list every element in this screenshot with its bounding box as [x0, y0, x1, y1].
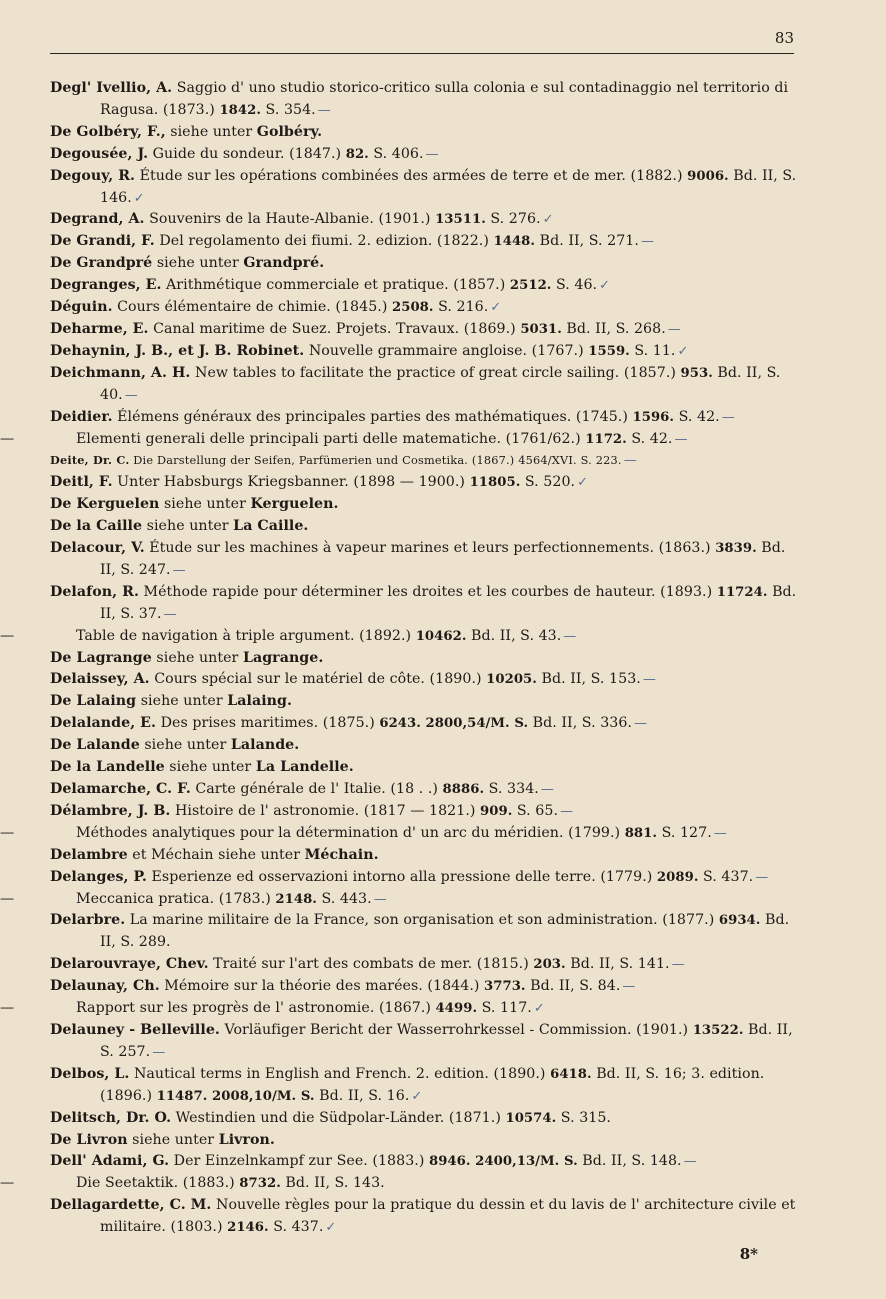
index-entry — [50, 319, 800, 341]
entry-author: Degranges, E. — [50, 277, 162, 294]
index-entry — [50, 1020, 800, 1064]
pencil-mark-icon: — — [671, 957, 685, 973]
pencil-mark-icon: — — [667, 321, 681, 337]
index-entry — [50, 516, 800, 538]
pencil-mark-icon: ✓ — [133, 190, 145, 206]
pencil-mark-icon: — — [425, 146, 439, 162]
entry-number: 1559. — [588, 343, 630, 359]
index-entry — [50, 845, 800, 867]
entry-number: 6418. — [550, 1066, 592, 1082]
index-entry — [50, 407, 800, 429]
entry-crossref: Lalaing. — [227, 693, 292, 710]
entry-title: Esperienze ed osservazioni intorno alla pressione delle terre. (1779.) — [146, 868, 657, 885]
pencil-mark-icon: — — [674, 431, 688, 447]
entry-author: Delambre — [50, 846, 128, 863]
signature-mark: 8* — [739, 1245, 758, 1263]
entry-title: Nouvelle règles pour la pratique du dessin et du lavis de l' architecture civile et militaire. (1803.) — [100, 1197, 796, 1236]
entry-number: 953. — [680, 365, 713, 381]
ditto-dash: — — [0, 890, 15, 907]
index-entry — [50, 363, 800, 407]
entry-location: S. 65. — [512, 802, 559, 819]
index-entry — [50, 253, 800, 275]
entry-number: 2148. — [275, 891, 317, 907]
index-entry — [0, 1173, 800, 1195]
entry-author: De Lalande — [50, 737, 140, 754]
index-entry — [0, 823, 800, 845]
entry-author: Delarbre. — [50, 912, 126, 929]
entry-author: Delauney - Belleville. — [50, 1021, 220, 1038]
entry-number: 11805. — [469, 475, 521, 491]
entry-number: 1448. — [493, 234, 536, 250]
entry-location: Bd. II, S. 268. — [561, 320, 666, 337]
entry-author: Delalande, E. — [50, 715, 157, 732]
entry-crossref: Kerguelen. — [250, 496, 339, 513]
entry-title: siehe unter — [165, 123, 257, 140]
index-entries — [0, 78, 800, 1239]
entry-title: Souvenirs de la Haute-Albanie. (1901.) — [144, 211, 436, 228]
pencil-mark-icon: ✓ — [677, 343, 689, 359]
entry-author: De Grandpré — [50, 255, 153, 272]
index-entry — [50, 78, 800, 122]
entry-author: Degrand, A. — [50, 211, 145, 228]
entry-crossref: Golbéry. — [256, 123, 323, 140]
index-entry — [50, 1108, 800, 1130]
entry-location: Bd. II, S. 37. — [100, 583, 797, 622]
index-entry — [50, 538, 800, 582]
pencil-mark-icon: — — [640, 234, 654, 250]
entry-title: siehe unter — [127, 1131, 219, 1148]
pencil-mark-icon: ✓ — [533, 1001, 545, 1017]
entry-title: Der Einzelnkampf zur See. (1883.) — [169, 1153, 429, 1170]
entry-crossref: Lagrange. — [242, 649, 324, 666]
entry-location: Bd. II, S. 43. — [466, 627, 562, 644]
entry-location: Bd. II, S. 16; 3. edition. (1896.) — [100, 1065, 765, 1104]
entry-title: Table de navigation à triple argument. (1892.) — [76, 627, 416, 644]
index-entry — [50, 297, 800, 319]
entry-author: Delamarche, C. F. — [50, 781, 191, 797]
index-entry — [50, 472, 800, 494]
entry-location: Bd. II, S. 148. — [577, 1153, 682, 1170]
entry-author: Deitl, F. — [50, 474, 113, 491]
entry-title: Cours spécial sur le matériel de côte. (1890.) — [149, 671, 487, 688]
entry-title: Cours élémentaire de chimie. (1845.) — [112, 299, 392, 316]
pencil-mark-icon: — — [713, 825, 727, 841]
pencil-mark-icon: — — [172, 562, 186, 578]
index-entry — [50, 648, 800, 670]
entry-number-2: 11487. 2008,10/M. S. — [156, 1088, 315, 1104]
entry-location: S. 315. — [556, 1109, 611, 1126]
entry-number: 8732. — [239, 1176, 281, 1192]
entry-title: et Méchain siehe unter — [127, 846, 305, 863]
index-entry — [50, 669, 800, 691]
entry-location: S. 354. — [261, 101, 316, 118]
index-entry — [50, 275, 800, 297]
entry-title: siehe unter — [159, 496, 251, 513]
entry-number: 2146. — [227, 1220, 269, 1236]
entry-number: 9006. — [687, 168, 729, 184]
index-entry — [0, 998, 800, 1020]
entry-author: Degouy, R. — [50, 167, 136, 184]
entry-crossref: Livron. — [218, 1131, 275, 1148]
entry-title: Méthodes analytiques pour la détermination d' un arc du méridien. (1799.) — [76, 824, 625, 841]
entry-location: Bd. II, S. 40. — [100, 364, 781, 403]
entry-number: 3839. — [715, 541, 757, 557]
entry-title: New tables to facilitate the practice of great circle sailing. (1857.) — [190, 364, 681, 381]
entry-title: Elementi generali delle principali parti delle matematiche. (1761/62.) — [76, 430, 586, 447]
index-entry — [0, 429, 800, 451]
entry-number: 10205. — [486, 672, 537, 688]
entry-location: S. 117. — [477, 1000, 532, 1017]
ditto-dash: — — [0, 1175, 15, 1192]
entry-location: Bd. II, S. 257. — [100, 1021, 793, 1060]
entry-number: 203. — [533, 957, 566, 973]
entry-number: 3773. — [484, 979, 526, 995]
entry-title: Méthode rapide pour déterminer les droites et les courbes de hauteur. (1893.) — [138, 583, 717, 600]
entry-title: Étude sur les machines à vapeur marines et leurs perfectionnements. (1863.) — [144, 540, 716, 557]
pencil-mark-icon: — — [560, 803, 574, 819]
entry-title: Élémens généraux des principales parties des mathématiques. (1745.) — [112, 408, 633, 425]
entry-number: 1842. — [219, 102, 261, 118]
entry-author: Delanges, P. — [50, 868, 147, 885]
entry-location: S. 46. — [551, 277, 598, 294]
entry-number: 8886. — [442, 782, 485, 797]
index-entry — [50, 1130, 800, 1152]
entry-location: S. 42. — [626, 430, 673, 447]
pencil-mark-icon: — — [642, 672, 656, 688]
entry-number: 881. — [624, 825, 658, 841]
index-entry — [50, 910, 800, 954]
entry-crossref: Grandpré. — [243, 255, 325, 272]
entry-title: Unter Habsburgs Kriegsbanner. (1898 — 1900.) — [112, 474, 470, 491]
index-entry — [50, 1151, 800, 1173]
pencil-mark-icon: ✓ — [325, 1220, 337, 1236]
entry-crossref: La Caille. — [233, 518, 309, 535]
entry-number: 10462. — [415, 628, 467, 644]
entry-title: Vorläufiger Bericht der Wasserrohrkessel - Commission. (1901.) — [219, 1021, 693, 1038]
entry-author: De Grandi, F. — [50, 233, 155, 250]
entry-title: Arithmétique commerciale et pratique. (1857.) — [161, 277, 510, 294]
pencil-mark-icon: — — [622, 979, 636, 995]
entry-author: Delbos, L. — [50, 1065, 130, 1082]
entry-location: S. 127. — [657, 824, 712, 841]
ditto-dash: — — [0, 824, 15, 841]
index-entry — [50, 450, 800, 472]
index-entry — [50, 341, 800, 363]
index-entry — [50, 779, 800, 801]
entry-number: 82. — [345, 146, 369, 162]
entry-location: Bd. II, S. 141. — [565, 956, 670, 973]
entry-number: 13522. — [692, 1022, 744, 1038]
entry-location: Bd. II, S. 336. — [528, 715, 632, 732]
entry-location: Bd. II, S. 247. — [100, 540, 786, 578]
index-entry — [50, 166, 800, 210]
entry-author: Deharme, E. — [50, 320, 149, 337]
entry-title: Étude sur les opérations combinées des armées de terre et de mer. (1882.) — [135, 167, 688, 184]
entry-title: siehe unter — [151, 649, 243, 666]
entry-title: Saggio d' uno studio storico-critico sulla colonia e sul contadinaggio nel territorio di Ragusa. (1873.) — [100, 80, 789, 118]
entry-title: Carte générale de l' Italie. (18 . .) — [190, 781, 443, 797]
index-entry — [50, 976, 800, 998]
entry-crossref: La Landelle. — [255, 759, 354, 776]
entry-author: De la Caille — [50, 518, 143, 535]
entry-author: Déguin. — [50, 299, 113, 316]
pencil-mark-icon: — — [317, 102, 331, 118]
entry-author: De la Landelle — [50, 759, 165, 776]
pencil-mark-icon: — — [373, 891, 387, 907]
entry-author: Delaissey, A. — [50, 671, 150, 688]
entry-author: Délambre, J. B. — [50, 802, 171, 819]
entry-location: S. 437. — [698, 868, 754, 885]
index-entry — [50, 757, 800, 779]
entry-number: 2508. — [392, 300, 434, 316]
entry-title: siehe unter — [142, 518, 234, 535]
entry-location: Bd. II, S. 271. — [535, 233, 639, 250]
entry-title: Mémoire sur la théorie des marées. (1844.) — [159, 978, 485, 995]
entry-title: Nouvelle grammaire angloise. (1767.) — [304, 342, 589, 359]
pencil-mark-icon: ✓ — [577, 475, 589, 491]
entry-title: Histoire de l' astronomie. (1817 — 1821.) — [170, 802, 481, 819]
entry-number: 10574. — [505, 1110, 557, 1126]
entry-author: Deichmann, A. H. — [50, 364, 191, 381]
entry-location: S. 216. — [433, 299, 489, 316]
entry-title: La marine militaire de la France, son organisation et son administration. (1877.) — [125, 912, 719, 929]
page-number: 83 — [774, 29, 794, 47]
index-entry — [50, 144, 800, 166]
entry-location: Bd. II, S. 84. — [525, 978, 621, 995]
entry-number: 1596. — [632, 409, 675, 425]
index-entry — [50, 713, 800, 735]
entry-title: siehe unter — [136, 693, 228, 710]
entry-author: Delaunay, Ch. — [50, 978, 160, 995]
entry-author: Delarouvraye, Chev. — [50, 956, 209, 973]
pencil-mark-icon: — — [124, 387, 138, 403]
entry-number: 4499. — [435, 1001, 478, 1017]
index-entry — [50, 1195, 800, 1239]
entry-author: De Livron — [50, 1131, 128, 1148]
entry-location: S. 42. — [674, 408, 720, 425]
entry-number: 11724. — [716, 584, 768, 600]
entry-number: 5031. — [520, 321, 562, 337]
index-entry — [50, 209, 800, 231]
entry-title: siehe unter — [152, 255, 244, 272]
entry-number: 909. — [480, 803, 513, 819]
entry-location: S. 520. — [520, 474, 576, 491]
entry-author: De Kerguelen — [50, 496, 160, 513]
entry-title: Traité sur l'art des combats de mer. (1815.) — [208, 956, 534, 973]
pencil-mark-icon: — — [163, 606, 177, 622]
entry-title: Meccanica pratica. (1783.) — [76, 890, 276, 907]
entry-title: Westindien und die Südpolar-Länder. (1871.) — [171, 1109, 506, 1126]
entry-number: 1172. — [585, 431, 627, 447]
entry-location: S. 276. — [485, 211, 541, 228]
entry-location: S. 11. — [629, 342, 676, 359]
entry-author: De Lalaing — [50, 693, 137, 710]
entry-author: Delacour, V. — [50, 540, 145, 557]
entry-author: Delafon, R. — [50, 583, 139, 600]
ditto-dash: — — [0, 1000, 15, 1017]
entry-title: Nautical terms in English and French. 2. edition. (1890.) — [129, 1065, 551, 1082]
entry-author: Degousée, J. — [50, 145, 149, 162]
entry-author: Deidier. — [50, 408, 113, 425]
index-entry — [50, 954, 800, 976]
entry-number: 4564/XVI. — [518, 454, 577, 468]
entry-number: 2089. — [656, 869, 699, 885]
index-entry — [50, 735, 800, 757]
pencil-mark-icon: — — [755, 869, 769, 885]
index-entry — [50, 867, 800, 889]
index-entry — [50, 1064, 800, 1108]
pencil-mark-icon: — — [683, 1154, 697, 1170]
entry-location: Bd. II, S. 153. — [536, 671, 641, 688]
entry-author: De Golbéry, F., — [50, 123, 166, 140]
entry-author: De Lagrange — [50, 649, 152, 666]
entry-location: S. 334. — [484, 781, 539, 797]
entry-number: 13511. — [435, 212, 486, 228]
entry-title: Guide du sondeur. (1847.) — [148, 145, 346, 162]
entry-author: Dell' Adami, G. — [50, 1153, 170, 1170]
entry-crossref: Méchain. — [304, 846, 379, 863]
pencil-mark-icon: — — [721, 409, 735, 425]
entry-title: Rapport sur les progrès de l' astronomie. (1867.) — [76, 1000, 436, 1017]
entry-title: Canal maritime de Suez. Projets. Travaux. (1869.) — [148, 320, 521, 337]
pencil-mark-icon: — — [563, 628, 577, 644]
index-entry — [50, 691, 800, 713]
index-entry — [50, 582, 800, 626]
index-entry — [50, 122, 800, 144]
entry-location: S. 406. — [368, 145, 424, 162]
pencil-mark-icon: ✓ — [542, 212, 554, 228]
entry-title: Del regolamento dei fiumi. 2. edizion. (1822.) — [154, 233, 494, 250]
index-entry — [0, 889, 800, 911]
entry-location-2: Bd. II, S. 16. — [314, 1087, 410, 1104]
entry-title: siehe unter — [139, 737, 231, 754]
entry-author: Deite, Dr. C. — [50, 453, 130, 468]
entry-crossref: Lalande. — [230, 737, 300, 754]
entry-number: 6934. — [718, 913, 761, 929]
entry-location: Bd. II, S. 143. — [280, 1175, 385, 1192]
pencil-mark-icon: ✓ — [490, 300, 502, 316]
header-rule — [50, 53, 794, 54]
entry-location: S. 443. — [316, 890, 372, 907]
pencil-mark-icon: — — [623, 453, 637, 469]
pencil-mark-icon: — — [152, 1044, 166, 1060]
entry-location: Bd. II, S. 146. — [100, 167, 797, 206]
ditto-dash: — — [0, 627, 15, 644]
index-entry — [0, 626, 800, 648]
pencil-mark-icon: — — [540, 782, 554, 797]
index-entry — [50, 801, 800, 823]
index-entry — [50, 494, 800, 516]
entry-author: Delitsch, Dr. O. — [50, 1109, 172, 1126]
entry-title: Des prises maritimes. (1875.) — [156, 715, 380, 732]
entry-author: Degl' Ivellio, A. — [50, 80, 173, 96]
pencil-mark-icon: ✓ — [599, 278, 611, 294]
entry-location: S. 437. — [268, 1219, 324, 1236]
entry-number: 6243. 2800,54/M. S. — [379, 716, 529, 732]
entry-number: 8946. 2400,13/M. S. — [428, 1154, 578, 1170]
ditto-dash: — — [0, 430, 15, 447]
entry-author: Dehaynin, J. B., et J. B. Robinet. — [50, 342, 305, 359]
entry-location: S. 223. — [576, 454, 622, 468]
entry-title: Die Darstellung der Seifen, Parfümerien und Cosmetika. (1867.) — [129, 454, 519, 468]
pencil-mark-icon: ✓ — [411, 1088, 423, 1104]
entry-title: siehe unter — [164, 759, 256, 776]
entry-title: Die Seetaktik. (1883.) — [76, 1175, 240, 1192]
entry-number: 2512. — [509, 278, 552, 294]
entry-author: Dellagardette, C. M. — [50, 1197, 212, 1214]
pencil-mark-icon: — — [633, 716, 648, 732]
index-entry — [50, 231, 800, 253]
entry-location: Bd. II, S. 289. — [100, 912, 790, 951]
